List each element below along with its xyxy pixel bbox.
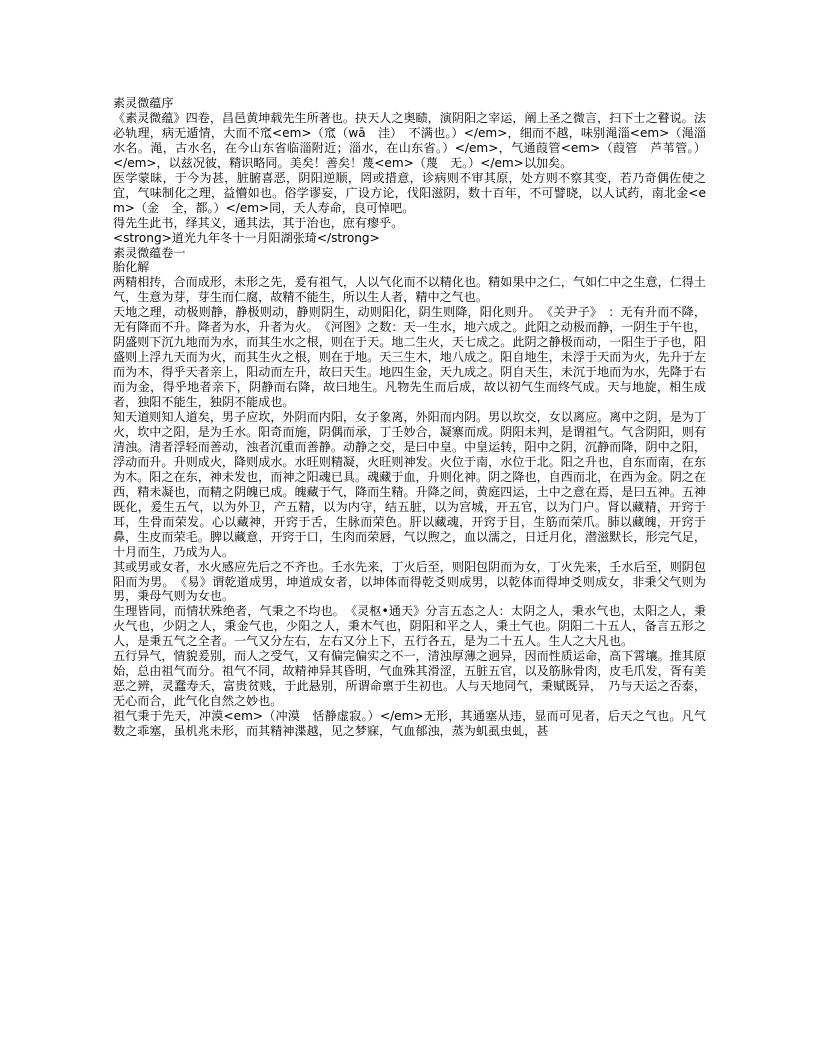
preface-paragraph-2: 医学蒙昧，于今为甚，脏腑喜恶，阴阳逆顺，罔或措意，诊病则不审其原，处方则不察其变，若乃奇偶佐使之宜，气味制化之理，益懵如也。俗学谬妄，广设方论，伐阳滋阴，数十百年，不可譬晓，以人试药，南北金<em>（金 全，都。）</em>同，夭人寿命，良可悼吧。 (113, 170, 706, 215)
volume-title: 素灵微蕴卷一 (113, 245, 186, 260)
body-paragraph-7: 祖气秉于先天，冲漠<em>（冲漠 恬静虚寂。）</em>无形，其通塞从违，显而可见者，后天之气也。凡气数之乖塞，虽机兆未形，而其精神渫越，见之梦寐，气血郁浊，蒸为虮虱虫虬，甚 (113, 709, 706, 739)
body-paragraph-2: 天地之理，动极则静，静极则动，静则阴生，动则阳化，阴生则降，阳化则升。 《关尹子》 ：无有升而不降，无有降而不升。降者为水，升者为火。 《河图》之数：天一生水，地六成之。此阳之动极而静，一阴生于午也，阴盛则下沉九地而为水，而其生水之根，则在于天。地二生火，天七成之。此阴之静极而动，一阳生于子也，阳盛则上浮九天而为火，而其生火之根，则在于地。天三生木，地八成之。阳自地生，未浮于天而为火，先升于左而为木，得乎天者亲上，阳动而左升，故曰天生。地四生金，天九成之。阴自天生，未沉于地而为水，先降于右而为金，得乎地者亲下，阴静而右降，故曰地生。凡物先生而后成，故以初气生而终气成。天与地旋，相生成者，独阳不能生，独阴不能成也。 (113, 305, 706, 410)
preface-signature: <strong>道光九年冬十一月阳湖张琦</strong> (113, 230, 380, 245)
document-body (113, 96, 719, 739)
body-paragraph-3: 知天道则知人道矣，男子应坎，外阴而内阳，女子象离，外阳而内阴。男以坎交，女以离应。离中之阴，是为丁火，坎中之阳，是为壬水。阳奇而施，阴偶而承，丁壬妙合，凝寨而成。阴阳未判，是谓祖气。气含阴阳，则有清浊。清者浮轻而善动，浊者沉重而善静。动静之交，是曰中皇。中皇运转，阳中之阴，沉静而降，阴中之阳，浮动而升。升则成火，降则成水。水旺则精凝，火旺则神发。火位于南，水位于北。阳之升也，自东而南，在东为木。阳之在东，神未发也，而神之阳魂已具。魂藏于血，升则化神。阴之降也，自西而北，在西为金。阴之在西，精未凝也，而精之阴魄已成。魄藏于气，降而生精。升降之间，黄庭四运，土中之意在焉，是曰五神。五神既化，爰生五气，以为外卫，产五精，以为内守，结五脏，以为宫城，开五官，以为门户。肾以藏精，开窍于耳，生骨而荣发。心以藏神，开窍于舌，生脉而荣色。肝以藏魂，开窍于目，生筋而荣爪。肺以藏魄，开窍于鼻，生皮而荣毛。脾以藏意，开窍于口，生肉而荣唇，气以煦之，血以濡之，日迁月化，潜滋默长，形完气足，十月而生，乃成为人。 (113, 410, 706, 559)
preface-title: 素灵微蕴序 (113, 96, 174, 110)
chapter-title: 胎化解 (113, 260, 150, 275)
preface-paragraph-3: 得先生此书，绎其义，通其法，其于治也，庶有瘳乎。 (113, 215, 404, 230)
preface-paragraph-1: 《素灵微蕴》四卷，昌邑黄坤载先生所著也。抉天人之奥赜，演阴阳之宰运，阐上圣之微言，扫下士之瞽说。法必轨理，病无遁情，大而不窊<em>（窊（wā 洼） 不满也。）</em>，细而不越，味别渑淄<em>（渑淄 水名。渑，古水名，在今山东省临淄附近；淄水，在山东省。）</em>，气通葭管<em>（葭管 芦苇管。）</em>，以兹况彼，精识略同。美矣！善矣！蔑<em>（蔑 无。）</em>以加矣。 (113, 110, 719, 170)
body-paragraph-6: 五行异气，情貌爰别，而人之受气，又有偏完偏实之不一，清浊厚薄之迥异，因而性质运命，高下霄壤。推其原始，总由祖气而分。祖气不同，故精神异其昏明，气血殊其滑涩，五脏五官，以及筋脉骨肉，皮毛爪发，胥有美恶之辨，灵蠢寿夭，富贵贫贱，于此悬别，所谓命禀于生初也。人与天地同气，秉赋既异， 乃与天运之否泰，无心而合，此气化自然之妙也。 (113, 649, 706, 709)
body-paragraph-1: 两精相抟，合而成形，未形之先，爰有祖气，人以气化而不以精化也。精如果中之仁，气如仁中之生意，仁得土气，生意为芽，芽生而仁腐，故精不能生，所以生人者，精中之气也。 (113, 275, 706, 305)
body-paragraph-4: 其或男或女者，水火感应先后之不齐也。壬水先来，丁火后至，则阳包阴而为女，丁火先来，壬水后至，则阴包阳而为男。 《易》谓乾道成男，坤道成女者，以坤体而得乾爻则成男，以乾体而得坤爻则成女，非秉父气则为男，秉母气则为女也。 (113, 559, 706, 604)
body-paragraph-5: 生理皆同，而情状殊绝者，气秉之不均也。 《灵枢•通天》分言五态之人：太阴之人，秉水气也，太阳之人，秉火气也，少阴之人，秉金气也，少阳之人，秉木气也，阴阳和平之人，秉土气也。阴阳二十五人，备言五形之人，是秉五气之全者。一气又分左右，左右又分上下，五行各五，是为二十五人。生人之大凡也。 (113, 604, 706, 649)
